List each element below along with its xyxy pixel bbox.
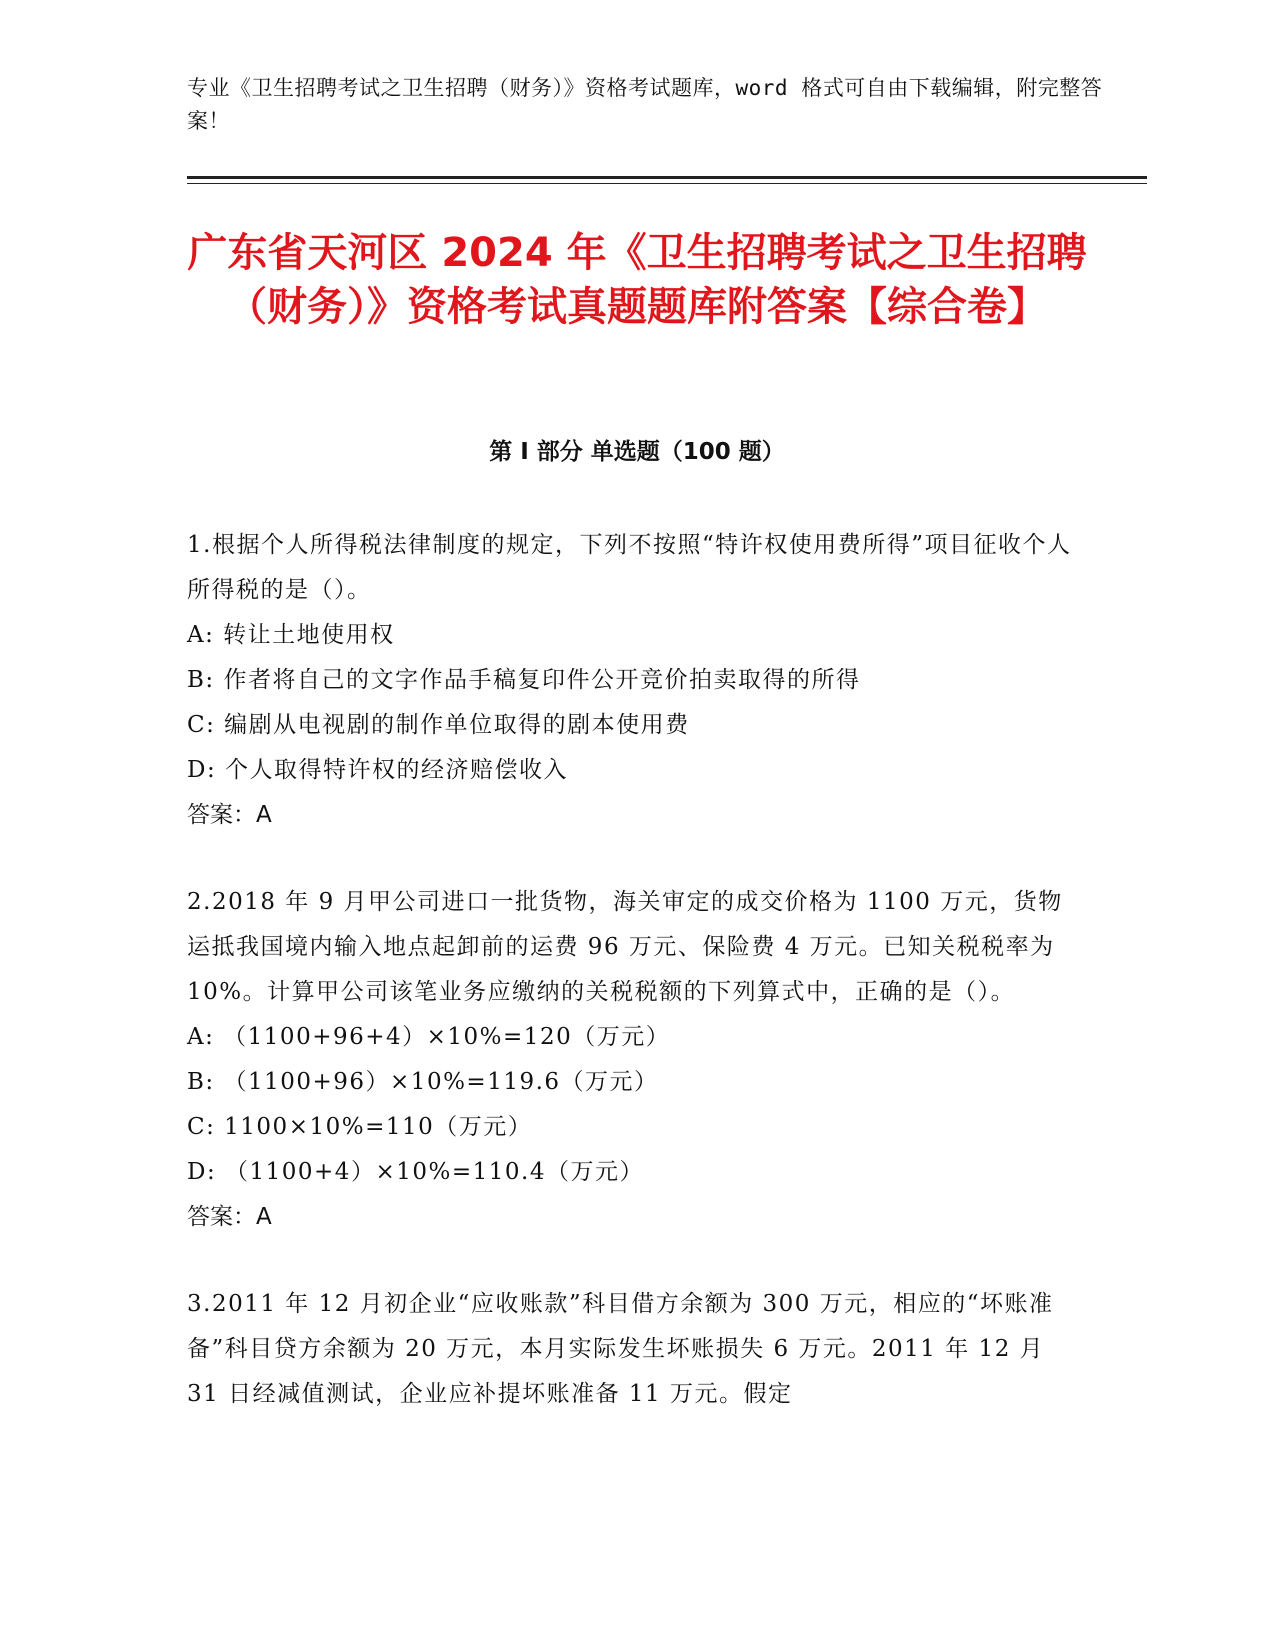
question-2 <box>187 880 1082 1240</box>
option-a: A: （1100+96+4）×10%=120（万元） <box>187 1024 671 1050</box>
section-title: 第 I 部分 单选题（100 题） <box>489 439 785 465</box>
document-title: 广东省天河区 2024 年《卫生招聘考试之卫生招聘（财务）》资格考试真题题库附答案【综合卷】 <box>187 230 1087 330</box>
header-divider-thick <box>187 176 1147 179</box>
option-d: D: （1100+4）×10%=110.4（万元） <box>187 1159 644 1185</box>
option-c: C: 1100×10%=110（万元） <box>187 1114 533 1140</box>
question-3 <box>187 1282 1082 1417</box>
question-stem: 1.根据个人所得税法律制度的规定，下列不按照“特许权使用费所得”项目征收个人所得税的是（）。 <box>187 532 1072 603</box>
option-d: D: 个人取得特许权的经济赔偿收入 <box>187 757 569 783</box>
answer: 答案：A <box>187 1204 272 1230</box>
option-b: B: （1100+96）×10%=119.6（万元） <box>187 1069 659 1095</box>
question-1 <box>187 523 1082 838</box>
option-c: C: 编剧从电视剧的制作单位取得的剧本使用费 <box>187 712 690 738</box>
question-stem: 2.2018 年 9 月甲公司进口一批货物，海关审定的成交价格为 1100 万元，货物运抵我国境内输入地点起卸前的运费 96 万元、保险费 4 万元。已知关税税率为 10%。计算甲公司该笔业务应缴纳的关税税额的下列算式中，正确的是（）。 <box>187 889 1063 1005</box>
header-divider-thin <box>187 183 1147 184</box>
answer: 答案：A <box>187 802 272 828</box>
question-stem: 3.2011 年 12 月初企业“应收账款”科目借方余额为 300 万元，相应的“坏账准备”科目贷方余额为 20 万元，本月实际发生坏账损失 6 万元。2011 年 12 月 31 日经减值测试，企业应补提坏账准备 11 万元。假定 <box>187 1291 1054 1407</box>
header-note: 专业《卫生招聘考试之卫生招聘（财务）》资格考试题库，word 格式可自由下载编辑，附完整答案！ <box>187 76 1103 133</box>
question-list <box>187 523 1082 1459</box>
option-a: A: 转让土地使用权 <box>187 622 395 648</box>
option-b: B: 作者将自己的文字作品手稿复印件公开竞价拍卖取得的所得 <box>187 667 861 693</box>
